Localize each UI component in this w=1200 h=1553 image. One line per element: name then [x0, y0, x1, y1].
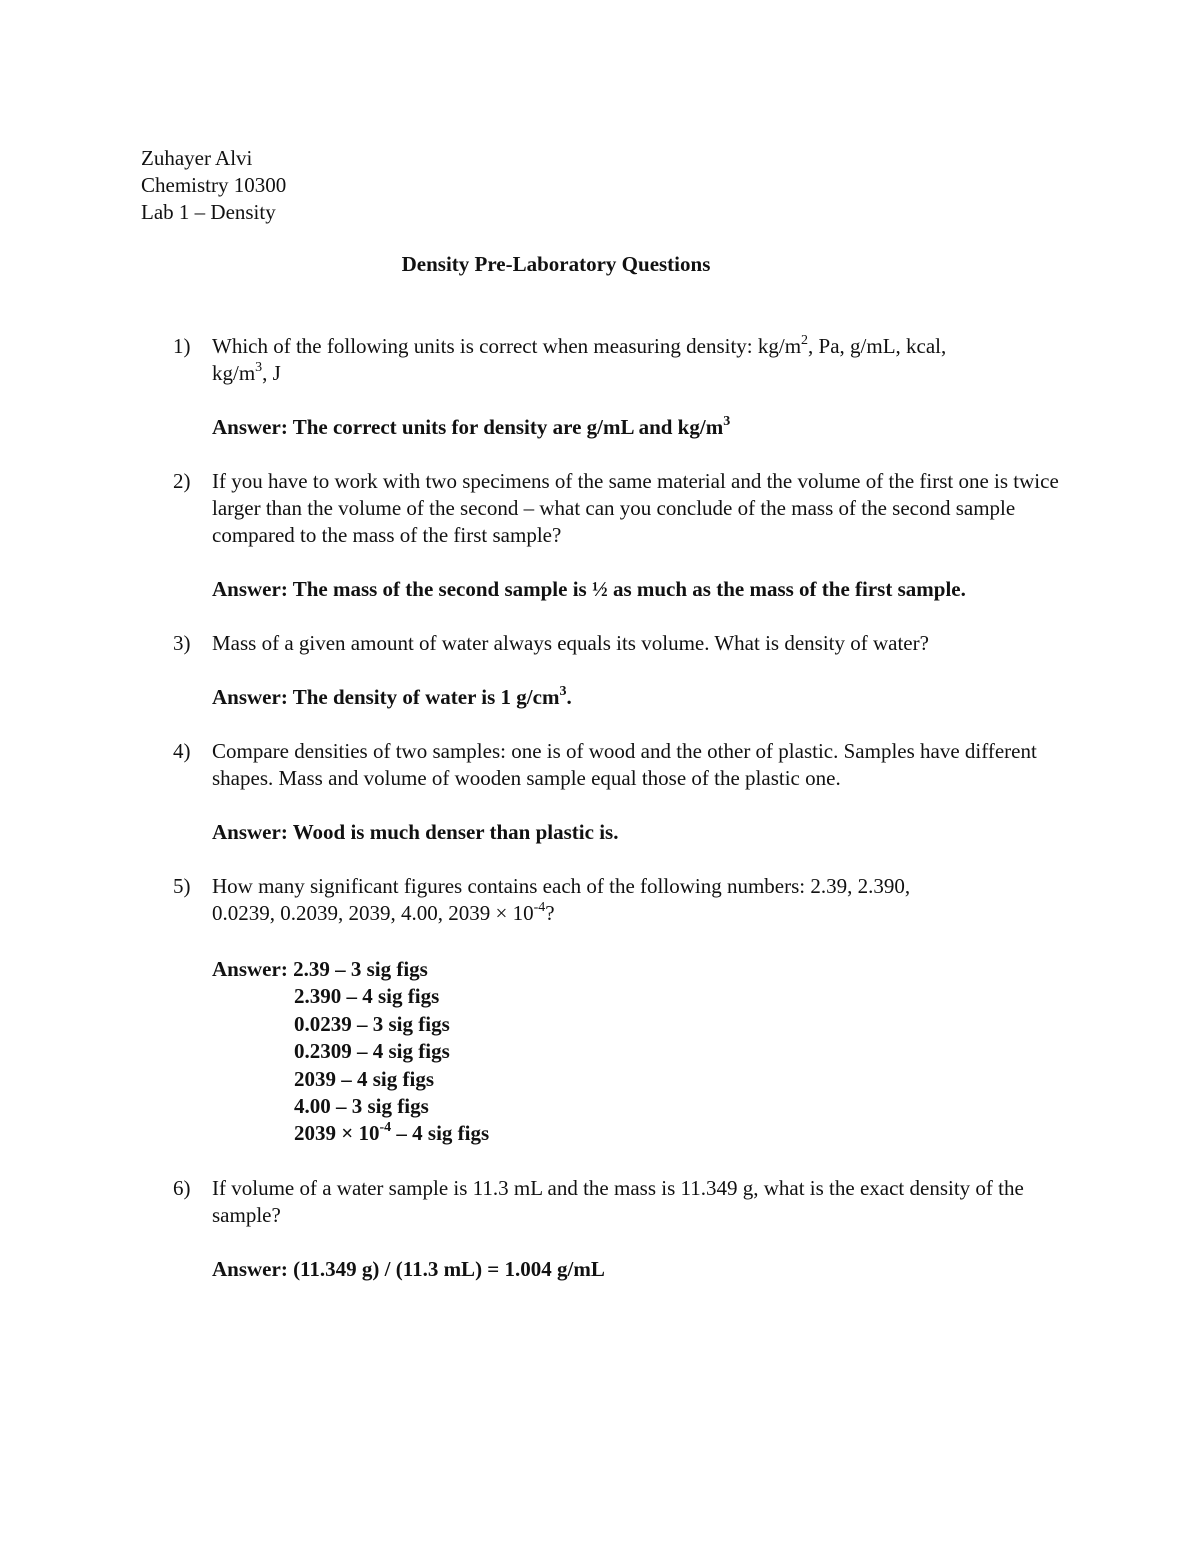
question-number: 4): [173, 739, 191, 763]
q1-text-b: , Pa, g/mL, kcal,: [808, 334, 947, 358]
question-4: [173, 738, 1073, 792]
answer-4: Answer: Wood is much denser than plastic is.: [212, 820, 619, 844]
question-text: Mass of a given amount of water always equals its volume. What is density of water?: [212, 631, 929, 655]
question-text: [212, 333, 1073, 387]
answer-6: Answer: (11.349 g) / (11.3 mL) = 1.004 g/mL: [212, 1257, 605, 1281]
a1-text: Answer: The correct units for density are g/mL and kg/m: [212, 415, 724, 439]
last-answer-a: 2039 × 10: [294, 1121, 380, 1146]
a1-sup: 3: [723, 414, 731, 429]
lab-title: Lab 1 – Density: [141, 200, 276, 224]
sig-fig-answer: 0.2309 – 4 sig figs: [294, 1039, 450, 1064]
q1-sup-a: 2: [801, 333, 809, 348]
question-text: [212, 873, 1073, 927]
question-2: [173, 468, 1073, 549]
sig-fig-answer: 2039 – 4 sig figs: [294, 1066, 435, 1091]
question-3: [173, 630, 1073, 657]
q1-text-a: Which of the following units is correct when measuring density: kg/m: [212, 334, 802, 358]
last-answer-b: – 4 sig figs: [391, 1121, 490, 1146]
question-text: Compare densities of two samples: one is of wood and the other of plastic. Samples have different shapes. Mass and volume of wooden sample equal those of the plastic one.: [212, 739, 1037, 790]
question-text: If volume of a water sample is 11.3 mL and the mass is 11.349 g, what is the exact density of the sample?: [212, 1176, 1024, 1227]
answer-row: [212, 956, 1112, 983]
q5-text-b: 0.0239, 0.2039, 2039, 4.00, 2039 × 10: [212, 901, 534, 925]
answer-2: Answer: The mass of the second sample is ½ as much as the mass of the first sample.: [212, 577, 966, 601]
question-number: 3): [173, 631, 191, 655]
answer-5: [212, 956, 1112, 1148]
student-name: Zuhayer Alvi: [141, 146, 253, 170]
header-block: [141, 145, 286, 226]
question-6: [173, 1175, 1073, 1229]
answer-1: [212, 414, 1112, 441]
question-text: If you have to work with two specimens of the same material and the volume of the first one is twice larger than the volume of the second – what can you conclude of the mass of the second sample compared to the mass of the first sample?: [212, 469, 1059, 547]
sig-fig-answer: 0.0239 – 3 sig figs: [294, 1011, 450, 1036]
q5-sup-b: -4: [533, 900, 546, 915]
a3-sup: 3: [559, 684, 567, 699]
a3-text: Answer: The density of water is 1 g/cm: [212, 685, 560, 709]
question-number: 6): [173, 1176, 191, 1200]
sig-fig-answer: 2.390 – 4 sig figs: [294, 984, 440, 1009]
answer-3: [212, 684, 1112, 711]
question-1: [173, 333, 1073, 387]
q5-text-a: How many significant figures contains each of the following numbers: 2.39, 2.390,: [212, 874, 911, 898]
question-number: 5): [173, 874, 191, 898]
sig-fig-answer: 2.39 – 3 sig figs: [293, 957, 428, 981]
page-title: Density Pre-Laboratory Questions: [401, 252, 711, 276]
q1-sup-c: 3: [255, 360, 263, 375]
last-answer-sup: -4: [379, 1120, 392, 1136]
q1-text-d: , J: [262, 361, 281, 385]
q1-text-c: kg/m: [212, 361, 256, 385]
question-number: 2): [173, 469, 191, 493]
sig-fig-answer-last: [212, 1120, 1112, 1147]
q5-text-c: ?: [545, 901, 555, 925]
question-5: [173, 873, 1073, 927]
question-number: 1): [173, 334, 191, 358]
sig-fig-answer: 4.00 – 3 sig figs: [294, 1093, 429, 1118]
answer-label: Answer:: [212, 957, 288, 981]
course-name: Chemistry 10300: [141, 173, 287, 197]
a3-end: .: [566, 685, 572, 709]
